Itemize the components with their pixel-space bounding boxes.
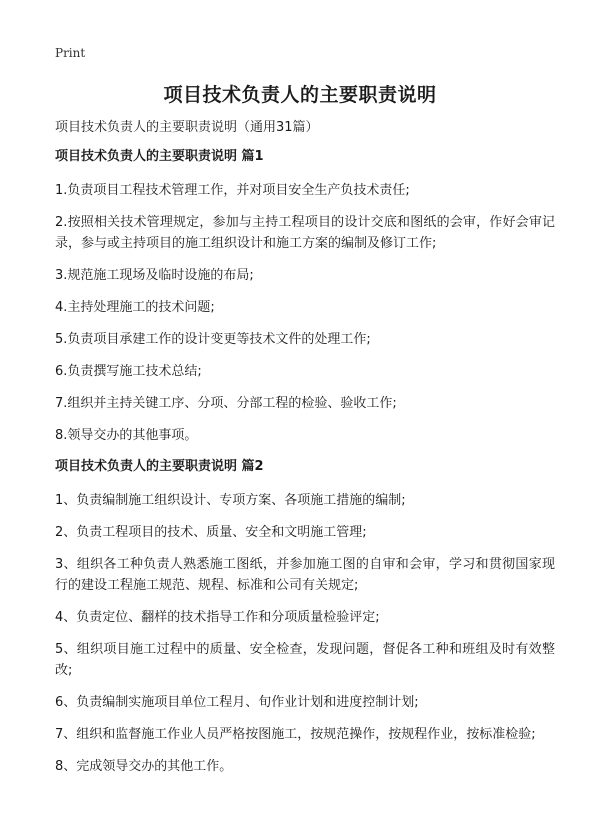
section-1	[55, 147, 555, 446]
duty-item: 2.按照相关技术管理规定，参加与主持工程项目的设计交底和图纸的会审，作好会审记录，参与或主持项目的施工组织设计和施工方案的编制及修订工作;	[55, 215, 555, 251]
duty-item: 1、负责编制施工组织设计、专项方案、各项施工措施的编制;	[55, 493, 406, 508]
section-heading: 项目技术负责人的主要职责说明 篇1	[55, 149, 264, 164]
duty-item: 7.组织并主持关键工序、分项、分部工程的检验、验收工作;	[55, 396, 397, 411]
document-subtitle: 项目技术负责人的主要职责说明（通用31篇）	[55, 120, 319, 135]
duty-item: 2、负责工程项目的技术、质量、安全和文明施工管理;	[55, 525, 367, 540]
duty-item: 7、组织和监督施工作业人员严格按图施工，按规范操作，按规程作业，按标准检验;	[55, 727, 536, 742]
duty-item: 8.领导交办的其他事项。	[55, 428, 198, 443]
section-heading: 项目技术负责人的主要职责说明 篇2	[55, 459, 264, 474]
duty-item: 1.负责项目工程技术管理工作，并对项目安全生产负技术责任;	[55, 183, 410, 198]
duty-item: 3.规范施工现场及临时设施的布局;	[55, 268, 254, 283]
section-2	[55, 457, 555, 777]
duty-item: 6.负责撰写施工技术总结;	[55, 364, 202, 379]
duty-item: 3、组织各工种负责人熟悉施工图纸，并参加施工图的自审和会审，学习和贯彻国家现行的建设工程施工规范、规程、标准和公司有关规定;	[55, 557, 555, 593]
duty-item: 5、组织项目施工过程中的质量、安全检查，发现问题，督促各工种和班组及时有效整改;	[55, 642, 555, 678]
duty-item: 5.负责项目承建工作的设计变更等技术文件的处理工作;	[55, 332, 371, 347]
duty-item: 6、负责编制实施项目单位工程月、旬作业计划和进度控制计划;	[55, 695, 419, 710]
document-body	[55, 118, 555, 788]
page-title: 项目技术负责人的主要职责说明	[163, 84, 437, 106]
duty-item: 4.主持处理施工的技术问题;	[55, 300, 215, 315]
duty-item: 4、负责定位、翻样的技术指导工作和分项质量检验评定;	[55, 610, 380, 625]
print-link[interactable]: Print	[55, 46, 86, 60]
duty-item: 8、完成领导交办的其他工作。	[55, 759, 233, 774]
